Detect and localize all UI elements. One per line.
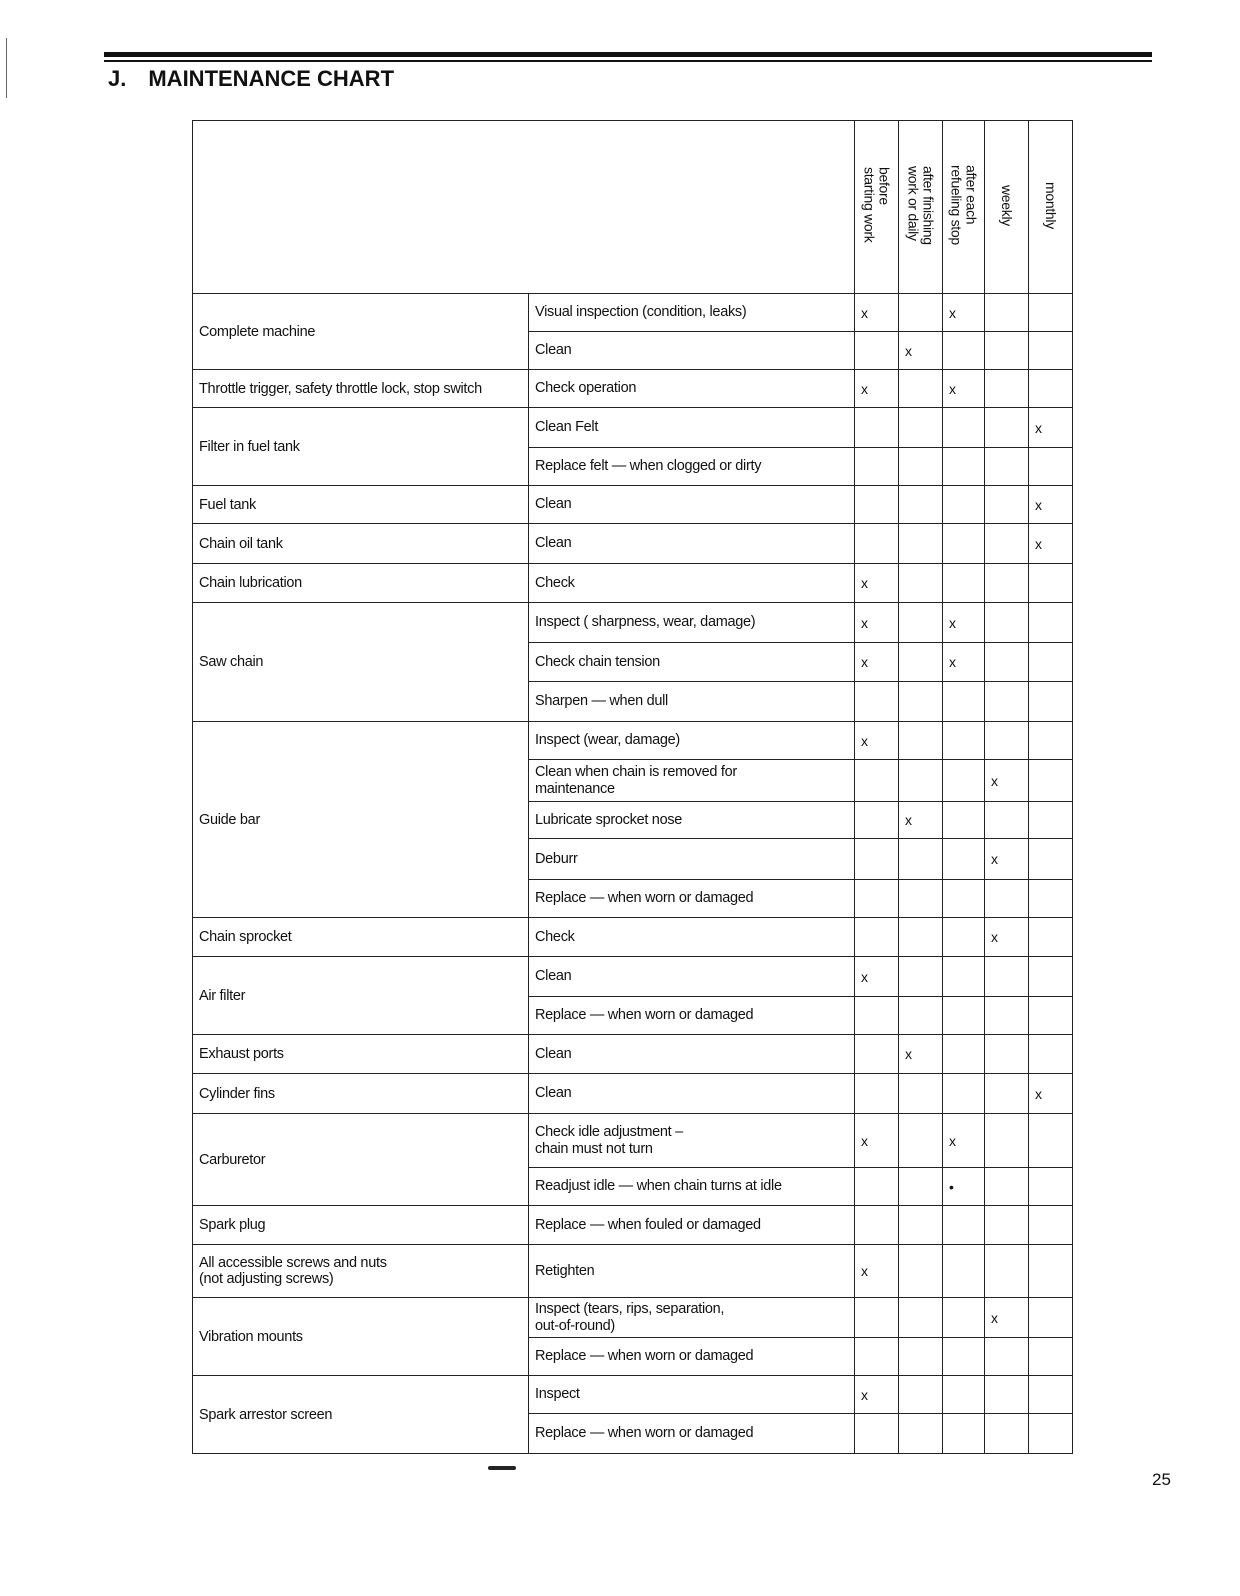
section-heading (108, 66, 394, 92)
schedule-mark-cell (1029, 957, 1073, 997)
schedule-mark-cell (899, 643, 943, 682)
schedule-mark-cell: x (855, 722, 899, 760)
schedule-mark-cell (855, 408, 899, 448)
schedule-mark-cell: x (1029, 408, 1073, 448)
task-cell: Replace — when fouled or damaged (529, 1206, 855, 1245)
schedule-mark-cell (943, 802, 985, 839)
schedule-mark-cell (1029, 918, 1073, 957)
schedule-mark-cell (943, 760, 985, 802)
component-cell: Spark arrestor screen (193, 1376, 529, 1454)
task-cell: Clean (529, 1074, 855, 1114)
schedule-mark-cell (899, 839, 943, 880)
component-cell: Spark plug (193, 1206, 529, 1245)
task-cell: Check idle adjustment – chain must not turn (529, 1114, 855, 1168)
task-cell: Check (529, 918, 855, 957)
schedule-mark-cell (1029, 722, 1073, 760)
schedule-mark-cell (943, 486, 985, 524)
component-cell: Vibration mounts (193, 1298, 529, 1376)
column-header-after-each-refueling: after each refueling stop (943, 121, 985, 294)
component-cell: Air filter (193, 957, 529, 1035)
table-row (193, 1035, 1073, 1074)
component-cell: Throttle trigger, safety throttle lock, stop switch (193, 370, 529, 408)
schedule-mark-cell (899, 1074, 943, 1114)
schedule-mark-cell (855, 1168, 899, 1206)
schedule-mark-cell (899, 524, 943, 564)
schedule-mark-cell (855, 802, 899, 839)
table-row (193, 564, 1073, 603)
component-cell: Cylinder fins (193, 1074, 529, 1114)
schedule-mark-cell (943, 1206, 985, 1245)
task-cell: Check (529, 564, 855, 603)
schedule-mark-cell (855, 760, 899, 802)
schedule-mark-cell: x (855, 643, 899, 682)
schedule-mark-cell: x (855, 1114, 899, 1168)
schedule-mark-cell (855, 1414, 899, 1454)
schedule-mark-cell (985, 643, 1029, 682)
task-cell: Retighten (529, 1245, 855, 1298)
schedule-mark-cell (1029, 448, 1073, 486)
maintenance-chart-table (192, 120, 1073, 1454)
schedule-mark-cell (855, 448, 899, 486)
schedule-mark-cell (899, 603, 943, 643)
schedule-mark-cell: x (985, 918, 1029, 957)
schedule-mark-cell (1029, 564, 1073, 603)
schedule-mark-cell: x (1029, 1074, 1073, 1114)
component-cell: Complete machine (193, 294, 529, 370)
schedule-mark-cell (899, 1245, 943, 1298)
task-cell: Clean (529, 957, 855, 997)
schedule-mark-cell (985, 294, 1029, 332)
task-cell: Inspect (wear, damage) (529, 722, 855, 760)
schedule-mark-cell (855, 1206, 899, 1245)
table-row (193, 524, 1073, 564)
task-cell: Replace — when worn or damaged (529, 1338, 855, 1376)
schedule-mark-cell (985, 564, 1029, 603)
column-header-before-starting-work: before starting work (855, 121, 899, 294)
component-cell: Chain oil tank (193, 524, 529, 564)
component-cell: Fuel tank (193, 486, 529, 524)
task-cell: Check operation (529, 370, 855, 408)
schedule-mark-cell: x (899, 802, 943, 839)
schedule-mark-cell: x (855, 957, 899, 997)
schedule-mark-cell: x (1029, 486, 1073, 524)
schedule-mark-cell (985, 1414, 1029, 1454)
schedule-mark-cell (855, 1338, 899, 1376)
task-cell: Readjust idle — when chain turns at idle (529, 1168, 855, 1206)
table-row (193, 957, 1073, 997)
schedule-mark-cell (943, 1414, 985, 1454)
schedule-mark-cell: x (1029, 524, 1073, 564)
schedule-mark-cell (943, 1035, 985, 1074)
task-cell: Clean (529, 486, 855, 524)
schedule-mark-cell: x (943, 643, 985, 682)
schedule-mark-cell (985, 1035, 1029, 1074)
schedule-mark-cell (855, 524, 899, 564)
schedule-mark-cell (943, 997, 985, 1035)
schedule-mark-cell (855, 918, 899, 957)
schedule-mark-cell (899, 1168, 943, 1206)
schedule-mark-cell (985, 802, 1029, 839)
schedule-mark-cell (943, 1376, 985, 1414)
schedule-mark-cell (855, 839, 899, 880)
table-row (193, 603, 1073, 643)
schedule-mark-cell: x (943, 603, 985, 643)
schedule-mark-cell (943, 839, 985, 880)
schedule-mark-cell: x (855, 603, 899, 643)
table-row (193, 1114, 1073, 1168)
schedule-mark-cell (943, 880, 985, 918)
section-letter: J. (108, 66, 127, 91)
table-row (193, 1298, 1073, 1338)
schedule-mark-cell: x (855, 1245, 899, 1298)
schedule-mark-cell (899, 918, 943, 957)
schedule-mark-cell (1029, 1245, 1073, 1298)
schedule-mark-cell (943, 332, 985, 370)
schedule-mark-cell (855, 1074, 899, 1114)
schedule-mark-cell (985, 603, 1029, 643)
schedule-mark-cell (855, 880, 899, 918)
schedule-mark-cell (899, 448, 943, 486)
schedule-mark-cell (899, 1114, 943, 1168)
schedule-mark-cell (899, 1298, 943, 1338)
schedule-mark-cell (943, 957, 985, 997)
task-cell: Replace — when worn or damaged (529, 1414, 855, 1454)
task-cell: Inspect (529, 1376, 855, 1414)
schedule-mark-cell (899, 294, 943, 332)
schedule-mark-cell (899, 760, 943, 802)
schedule-mark-cell (1029, 997, 1073, 1035)
schedule-mark-cell (1029, 643, 1073, 682)
schedule-mark-cell (855, 682, 899, 722)
schedule-mark-cell (985, 448, 1029, 486)
schedule-mark-cell: x (855, 294, 899, 332)
schedule-mark-cell (1029, 332, 1073, 370)
schedule-mark-cell (943, 1338, 985, 1376)
schedule-mark-cell (985, 1206, 1029, 1245)
schedule-mark-cell (899, 880, 943, 918)
schedule-mark-cell (899, 957, 943, 997)
component-cell: Carburetor (193, 1114, 529, 1206)
schedule-mark-cell (985, 1338, 1029, 1376)
schedule-mark-cell (899, 564, 943, 603)
schedule-mark-cell (855, 332, 899, 370)
schedule-mark-cell: x (943, 370, 985, 408)
component-cell: All accessible screws and nuts (not adjusting screws) (193, 1245, 529, 1298)
schedule-mark-cell (899, 370, 943, 408)
schedule-mark-cell (1029, 1338, 1073, 1376)
task-cell: Clean (529, 1035, 855, 1074)
table-row (193, 408, 1073, 448)
task-cell: Replace felt — when clogged or dirty (529, 448, 855, 486)
schedule-mark-cell (1029, 1298, 1073, 1338)
schedule-mark-cell (985, 957, 1029, 997)
schedule-mark-cell: x (985, 760, 1029, 802)
schedule-mark-cell (943, 408, 985, 448)
margin-mark (6, 38, 7, 98)
task-cell: Lubricate sprocket nose (529, 802, 855, 839)
schedule-mark-cell (1029, 1376, 1073, 1414)
top-rule (104, 52, 1152, 57)
schedule-mark-cell (855, 997, 899, 1035)
task-cell: Inspect (tears, rips, separation, out-of-round) (529, 1298, 855, 1338)
schedule-mark-cell: x (855, 370, 899, 408)
schedule-mark-cell (1029, 1168, 1073, 1206)
schedule-mark-cell (985, 370, 1029, 408)
table-row (193, 370, 1073, 408)
chart-body (193, 294, 1073, 1454)
page-number: 25 (1152, 1470, 1171, 1489)
schedule-mark-cell: x (899, 332, 943, 370)
table-row (193, 294, 1073, 332)
table-row (193, 1376, 1073, 1414)
task-cell: Replace — when worn or damaged (529, 997, 855, 1035)
component-cell: Filter in fuel tank (193, 408, 529, 486)
schedule-mark-cell: x (985, 839, 1029, 880)
schedule-mark-cell (943, 722, 985, 760)
schedule-mark-cell (1029, 1206, 1073, 1245)
schedule-mark-cell (985, 332, 1029, 370)
table-row (193, 918, 1073, 957)
schedule-mark-cell: • (943, 1168, 985, 1206)
header-row (193, 121, 1073, 294)
task-cell: Sharpen — when dull (529, 682, 855, 722)
schedule-mark-cell (985, 1376, 1029, 1414)
print-smudge (488, 1466, 516, 1470)
schedule-mark-cell (943, 524, 985, 564)
schedule-mark-cell (943, 1074, 985, 1114)
schedule-mark-cell (985, 408, 1029, 448)
section-title: MAINTENANCE CHART (148, 66, 395, 91)
schedule-mark-cell (1029, 880, 1073, 918)
schedule-mark-cell (1029, 1114, 1073, 1168)
component-cell: Guide bar (193, 722, 529, 918)
schedule-mark-cell (899, 1376, 943, 1414)
schedule-mark-cell (943, 918, 985, 957)
schedule-mark-cell (985, 524, 1029, 564)
schedule-mark-cell: x (899, 1035, 943, 1074)
task-cell: Replace — when worn or damaged (529, 880, 855, 918)
task-cell: Check chain tension (529, 643, 855, 682)
schedule-mark-cell (899, 408, 943, 448)
schedule-mark-cell (985, 880, 1029, 918)
schedule-mark-cell (1029, 1035, 1073, 1074)
schedule-mark-cell (1029, 294, 1073, 332)
component-cell: Saw chain (193, 603, 529, 722)
task-cell: Clean Felt (529, 408, 855, 448)
schedule-mark-cell (985, 682, 1029, 722)
schedule-mark-cell (899, 486, 943, 524)
task-cell: Inspect ( sharpness, wear, damage) (529, 603, 855, 643)
schedule-mark-cell: x (943, 1114, 985, 1168)
schedule-mark-cell (1029, 760, 1073, 802)
schedule-mark-cell (899, 1206, 943, 1245)
schedule-mark-cell (985, 997, 1029, 1035)
schedule-mark-cell (943, 1245, 985, 1298)
table-row (193, 1245, 1073, 1298)
schedule-mark-cell (985, 1245, 1029, 1298)
table-row (193, 722, 1073, 760)
schedule-mark-cell (985, 1074, 1029, 1114)
schedule-mark-cell (1029, 839, 1073, 880)
column-header-weekly: weekly (985, 121, 1029, 294)
schedule-mark-cell (899, 1338, 943, 1376)
schedule-mark-cell (855, 1298, 899, 1338)
schedule-mark-cell (985, 1168, 1029, 1206)
schedule-mark-cell (943, 1298, 985, 1338)
schedule-mark-cell: x (985, 1298, 1029, 1338)
component-cell: Chain lubrication (193, 564, 529, 603)
task-cell: Deburr (529, 839, 855, 880)
schedule-mark-cell (985, 486, 1029, 524)
table-row (193, 486, 1073, 524)
task-cell: Clean when chain is removed for maintenance (529, 760, 855, 802)
task-cell: Clean (529, 524, 855, 564)
schedule-mark-cell (899, 1414, 943, 1454)
schedule-mark-cell (855, 486, 899, 524)
column-header-monthly: monthly (1029, 121, 1073, 294)
schedule-mark-cell: x (855, 1376, 899, 1414)
component-cell: Chain sprocket (193, 918, 529, 957)
schedule-mark-cell (1029, 603, 1073, 643)
schedule-mark-cell (1029, 1414, 1073, 1454)
top-rule-thin (104, 60, 1152, 62)
schedule-mark-cell (899, 722, 943, 760)
schedule-mark-cell (1029, 370, 1073, 408)
schedule-mark-cell (1029, 802, 1073, 839)
schedule-mark-cell (899, 997, 943, 1035)
table-row (193, 1074, 1073, 1114)
component-cell: Exhaust ports (193, 1035, 529, 1074)
schedule-mark-cell (855, 1035, 899, 1074)
header-blank-cell (193, 121, 855, 294)
task-cell: Clean (529, 332, 855, 370)
schedule-mark-cell (943, 448, 985, 486)
schedule-mark-cell (899, 682, 943, 722)
schedule-mark-cell (985, 1114, 1029, 1168)
schedule-mark-cell (943, 682, 985, 722)
schedule-mark-cell (1029, 682, 1073, 722)
schedule-mark-cell: x (855, 564, 899, 603)
table-row (193, 1206, 1073, 1245)
column-header-after-finishing-work: after finishing work or daily (899, 121, 943, 294)
schedule-mark-cell (943, 564, 985, 603)
schedule-mark-cell: x (943, 294, 985, 332)
schedule-mark-cell (985, 722, 1029, 760)
task-cell: Visual inspection (condition, leaks) (529, 294, 855, 332)
